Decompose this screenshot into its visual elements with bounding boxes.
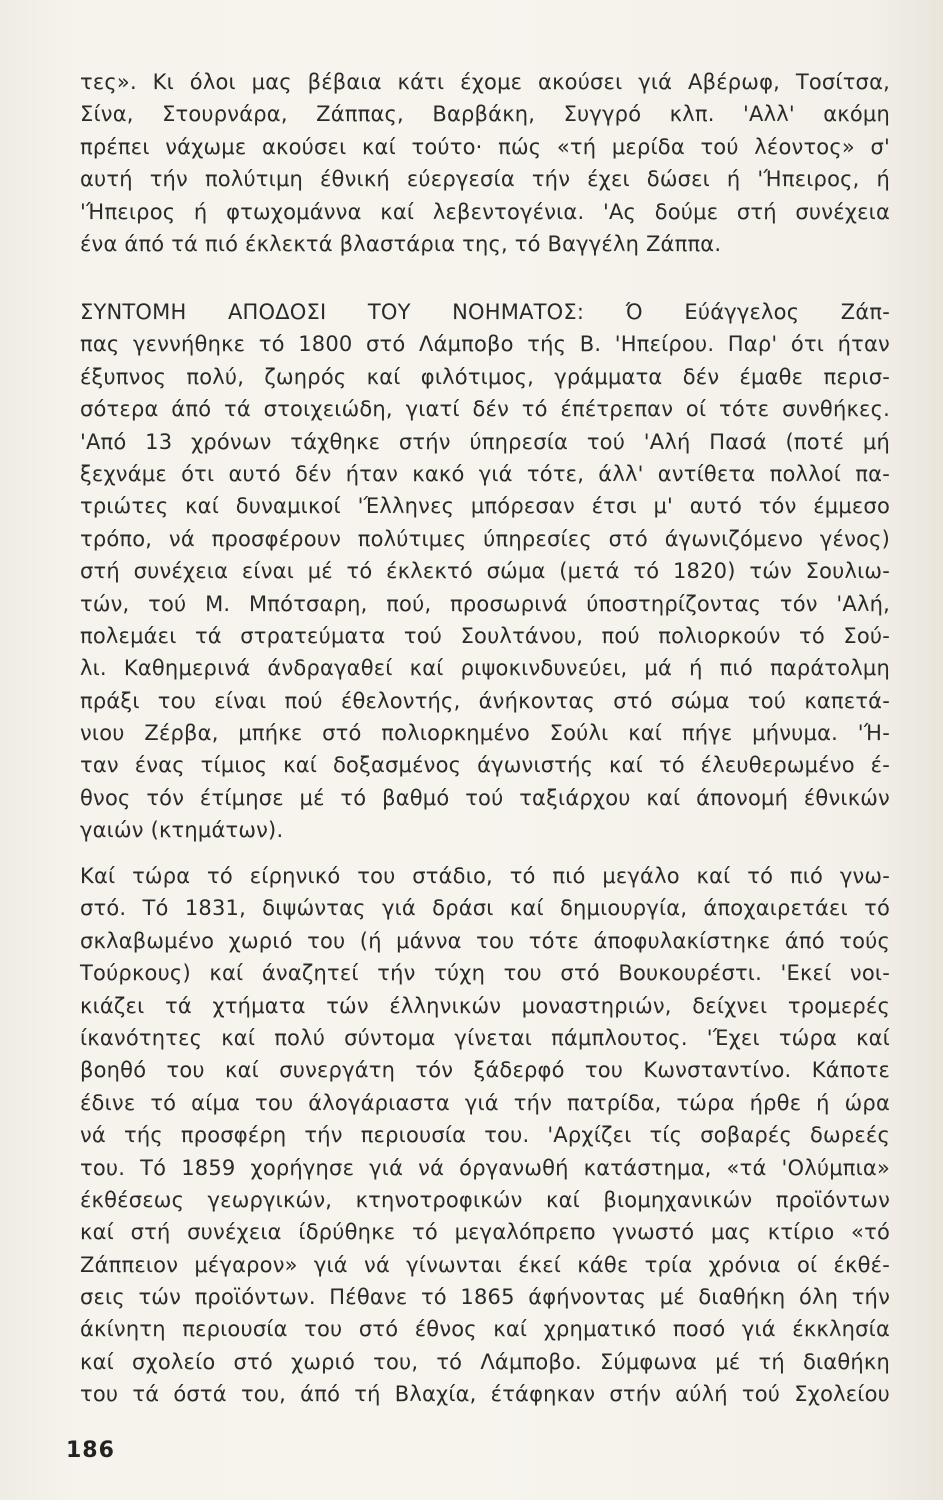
- text-line: έκθέσεως γεωργικών, κτηνοτροφικών καί βιομηχανικών προϊόντων: [80, 1187, 890, 1212]
- text-line: τών, τού Μ. Μπότσαρη, πού, προσωρινά ύποστηρίζοντας τόν 'Αλή,: [80, 591, 890, 616]
- text-line: ίκανότητες καί πολύ σύντομα γίνεται πάμπλουτος. 'Έχει τώρα καί: [80, 1025, 890, 1050]
- text-line: ταν ένας τίμιος καί δοξασμένος άγωνιστής καί τό έλευθερωμένο έ-: [80, 753, 890, 778]
- text-line: του τά όστά του, άπό τή Βλαχία, έτάφηκαν στήν αύλή τού Σχολείου: [80, 1382, 890, 1407]
- text-line: Ζάππειον μέγαρον» γιά νά γίνωνται έκεί κάθε τρία χρόνια οί έκθέ-: [80, 1252, 890, 1277]
- text-line: τριώτες καί δυναμικοί 'Έλληνες μπόρεσαν έτσι μ' αυτό τόν έμμεσο: [80, 494, 890, 519]
- text-line: του. Τό 1859 χορήγησε γιά νά όργανωθή κατάστημα, «τά 'Ολύμπια»: [80, 1155, 890, 1180]
- text-line: θνος τόν έτίμησε μέ τό βαθμό τού ταξιάρχου καί άπονομή έθνικών: [80, 785, 890, 810]
- text-line: Σίνα, Στουρνάρα, Ζάππας, Βαρβάκη, Συγγρό κλπ. 'Αλλ' ακόμη: [80, 102, 890, 127]
- text-line: έδινε τό αίμα του άλογάριαστα γιά τήν πατρίδα, τώρα ήρθε ή ώρα: [80, 1090, 890, 1115]
- text-line: τρόπο, νά προσφέρουν πολύτιμες ύπηρεσίες στό άγωνιζόμενο γένος): [80, 526, 890, 551]
- text-line: σκλαβωμένο χωριό του (ή μάννα του τότε άποφυλακίστηκε άπό τούς: [80, 928, 890, 953]
- text-line: 'Ήπειρος ή φτωχομάννα καί λεβεντογένια. 'Ας δούμε στή συνέχεια: [80, 199, 890, 224]
- text-line: γαιών (κτημάτων).: [80, 818, 284, 843]
- text-line: έξυπνος πολύ, ζωηρός καί φιλότιμος, γράμματα δέν έμαθε περισ-: [80, 364, 890, 389]
- text-line: κιάζει τά χτήματα τών έλληνικών μοναστηριών, δείχνει τρομερές: [80, 993, 890, 1018]
- text-line: στή συνέχεια είναι μέ τό έκλεκτό σώμα (μετά τό 1820) τών Σουλιω-: [80, 559, 890, 584]
- text-line: πράξι του είναι πού έθελοντής, άνήκοντας στό σώμα τού καπετά-: [80, 688, 890, 713]
- text-line: ξεχνάμε ότι αυτό δέν ήταν κακό γιά τότε, άλλ' αντίθετα πολλοί πα-: [80, 461, 890, 486]
- text-line: ένα άπό τά πιό έκλεκτά βλαστάρια της, τό Βαγγέλη Ζάππα.: [80, 231, 722, 256]
- page-number: 186: [66, 1438, 115, 1463]
- text-line: άκίνητη περιουσία του στό έθνος καί χρηματικό ποσό γιά έκκλησία: [80, 1317, 890, 1342]
- text-line: Καί τώρα τό είρηνικό του στάδιο, τό πιό μεγάλο καί τό πιό γνω-: [80, 864, 890, 888]
- text-line: πας γεννήθηκε τό 1800 στό Λάμποβο τής Β. 'Ηπείρου. Παρ' ότι ήταν: [80, 332, 890, 357]
- text-line: λι. Καθημερινά άνδραγαθεί καί ριψοκινδυνεύει, μά ή πιό παράτολμη: [80, 656, 890, 681]
- paragraph-summary: [80, 296, 890, 847]
- text-line: βοηθό του καί συνεργάτη τόν ξάδερφό του Κωνσταντίνο. Κάποτε: [80, 1058, 890, 1083]
- text-line: πολεμάει τά στρατεύματα τού Σουλτάνου, πού πολιορκούν τό Σού-: [80, 623, 890, 648]
- text-line: ΣΥΝΤΟΜΗ ΑΠΟΔΟΣΙ ΤΟΥ ΝΟΗΜΑΤΟΣ: Ό Εύάγγελος Ζάπ-: [80, 300, 890, 324]
- paragraph-intro: [80, 66, 890, 260]
- text-line: σεις τών προϊόντων. Πέθανε τό 1865 άφήνοντας μέ διαθήκη όλη τήν: [80, 1285, 890, 1310]
- text-line: Τούρκους) καί άναζητεί τήν τύχη του στό Βουκουρέστι. 'Εκεί νοι-: [80, 961, 890, 986]
- text-line: σότερα άπό τά στοιχειώδη, γιατί δέν τό έπέτρεπαν οί τότε συνθήκες.: [80, 397, 890, 422]
- text-line: αυτή τήν πολύτιμη έθνική εύεργεσία τήν έχει δώσει ή 'Ήπειρος, ή: [80, 167, 890, 192]
- text-line: στό. Τό 1831, διψώντας γιά δράσι καί δημιουργία, άποχαιρετάει τό: [80, 896, 890, 921]
- text-line: τες». Κι όλοι μας βέβαια κάτι έχομε ακούσει γιά Αβέρωφ, Τοσίτσα,: [80, 70, 890, 94]
- text-line: 'Από 13 χρόνων τάχθηκε στήν ύπηρεσία τού 'Αλή Πασά (ποτέ μή: [80, 429, 890, 454]
- paragraph-biography: [80, 860, 890, 1411]
- text-line: πρέπει νάχωμε ακούσει καί τούτο· πώς «τή μερίδα τού λέοντος» σ': [80, 134, 890, 159]
- text-line: καί σχολείο στό χωριό του, τό Λάμποβο. Σύμφωνα μέ τή διαθήκη: [80, 1349, 890, 1374]
- text-line: καί στή συνέχεια ίδρύθηκε τό μεγαλόπρεπο γνωστό μας κτίριο «τό: [80, 1220, 890, 1245]
- text-line: νά τής προσφέρη τήν περιουσία του. 'Αρχίζει τίς σοβαρές δωρεές: [80, 1123, 890, 1148]
- text-line: νιου Ζέρβα, μπήκε στό πολιορκημένο Σούλι καί πήγε μήνυμα. 'Ή-: [80, 721, 890, 746]
